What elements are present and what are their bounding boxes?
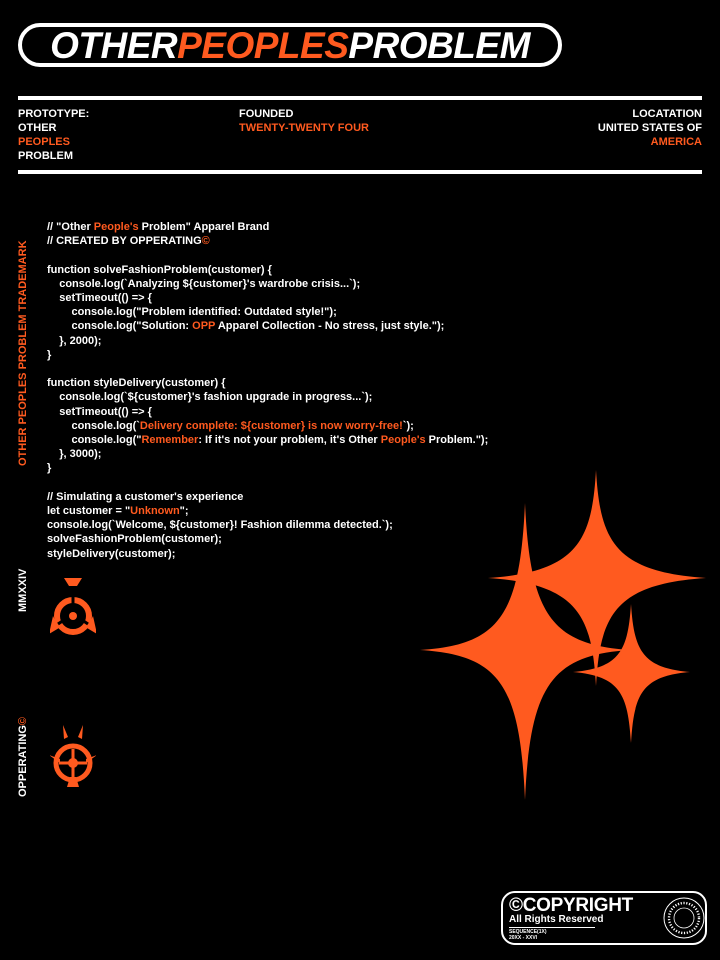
brand-part-other: OTHER bbox=[50, 24, 178, 66]
brand-part-problem: PROBLEM bbox=[348, 24, 530, 66]
code-block: // "Other People's Problem" Apparel Brand // CREATED BY OPPERATING© function solveFashionProblem(customer) { console.log(`Analyzing ${customer}'s wardrobe crisis...`); setTimeout(() => { console.log("Problem identified: Outdated style!"); console.log("Solution: OPP Apparel Collection - No stress, just style."); }, 2000); } function styleDelivery(customer) { console.log(`${customer}'s fashion upgrade in progress...`); setTimeout(() => { console.log(`Delivery complete: ${customer} is now worry-free!`); console.log("Remember: If it's not your problem, it's Other People's Problem."); }, 3000); } // Simulating a customer's experience let customer = "Unknown"; console.log(`Welcome, ${customer}! Fashion dilemma detected.`); solveFashionProblem(customer); styleDelivery(customer); bbox=[47, 221, 489, 560]
location-label: LOCATATION bbox=[632, 108, 702, 120]
copyright-divider bbox=[509, 927, 595, 928]
brand-part-peoples: PEOPLES bbox=[177, 24, 349, 66]
founded-label: FOUNDED bbox=[239, 108, 294, 120]
prototype-line-1: OTHER bbox=[18, 122, 57, 134]
copyright-sequence: SEQUENCE(1X) 20XX - XXVI bbox=[509, 929, 547, 941]
prototype-line-2: PEOPLES bbox=[18, 136, 70, 148]
circular-seal-icon bbox=[661, 895, 707, 941]
copyright-title: ©COPYRIGHT bbox=[509, 895, 633, 916]
location-line-1: UNITED STATES OF bbox=[597, 122, 702, 134]
location-line-2: AMERICA bbox=[650, 136, 702, 148]
trademark-vertical-text: OTHER PEOPLES PROBLEM TRADEMARK bbox=[17, 240, 29, 466]
founded-value: TWENTY-TWENTY FOUR bbox=[239, 122, 369, 134]
copyright-box bbox=[501, 891, 707, 945]
prototype-line-3: PROBLEM bbox=[18, 150, 73, 162]
prototype-label: PROTOTYPE: bbox=[18, 108, 90, 120]
copyright-subtitle: All Rights Reserved bbox=[509, 914, 604, 925]
year-vertical-text: MMXXIV bbox=[17, 568, 29, 612]
opperating-vertical-text: OPPERATING© bbox=[17, 716, 29, 797]
